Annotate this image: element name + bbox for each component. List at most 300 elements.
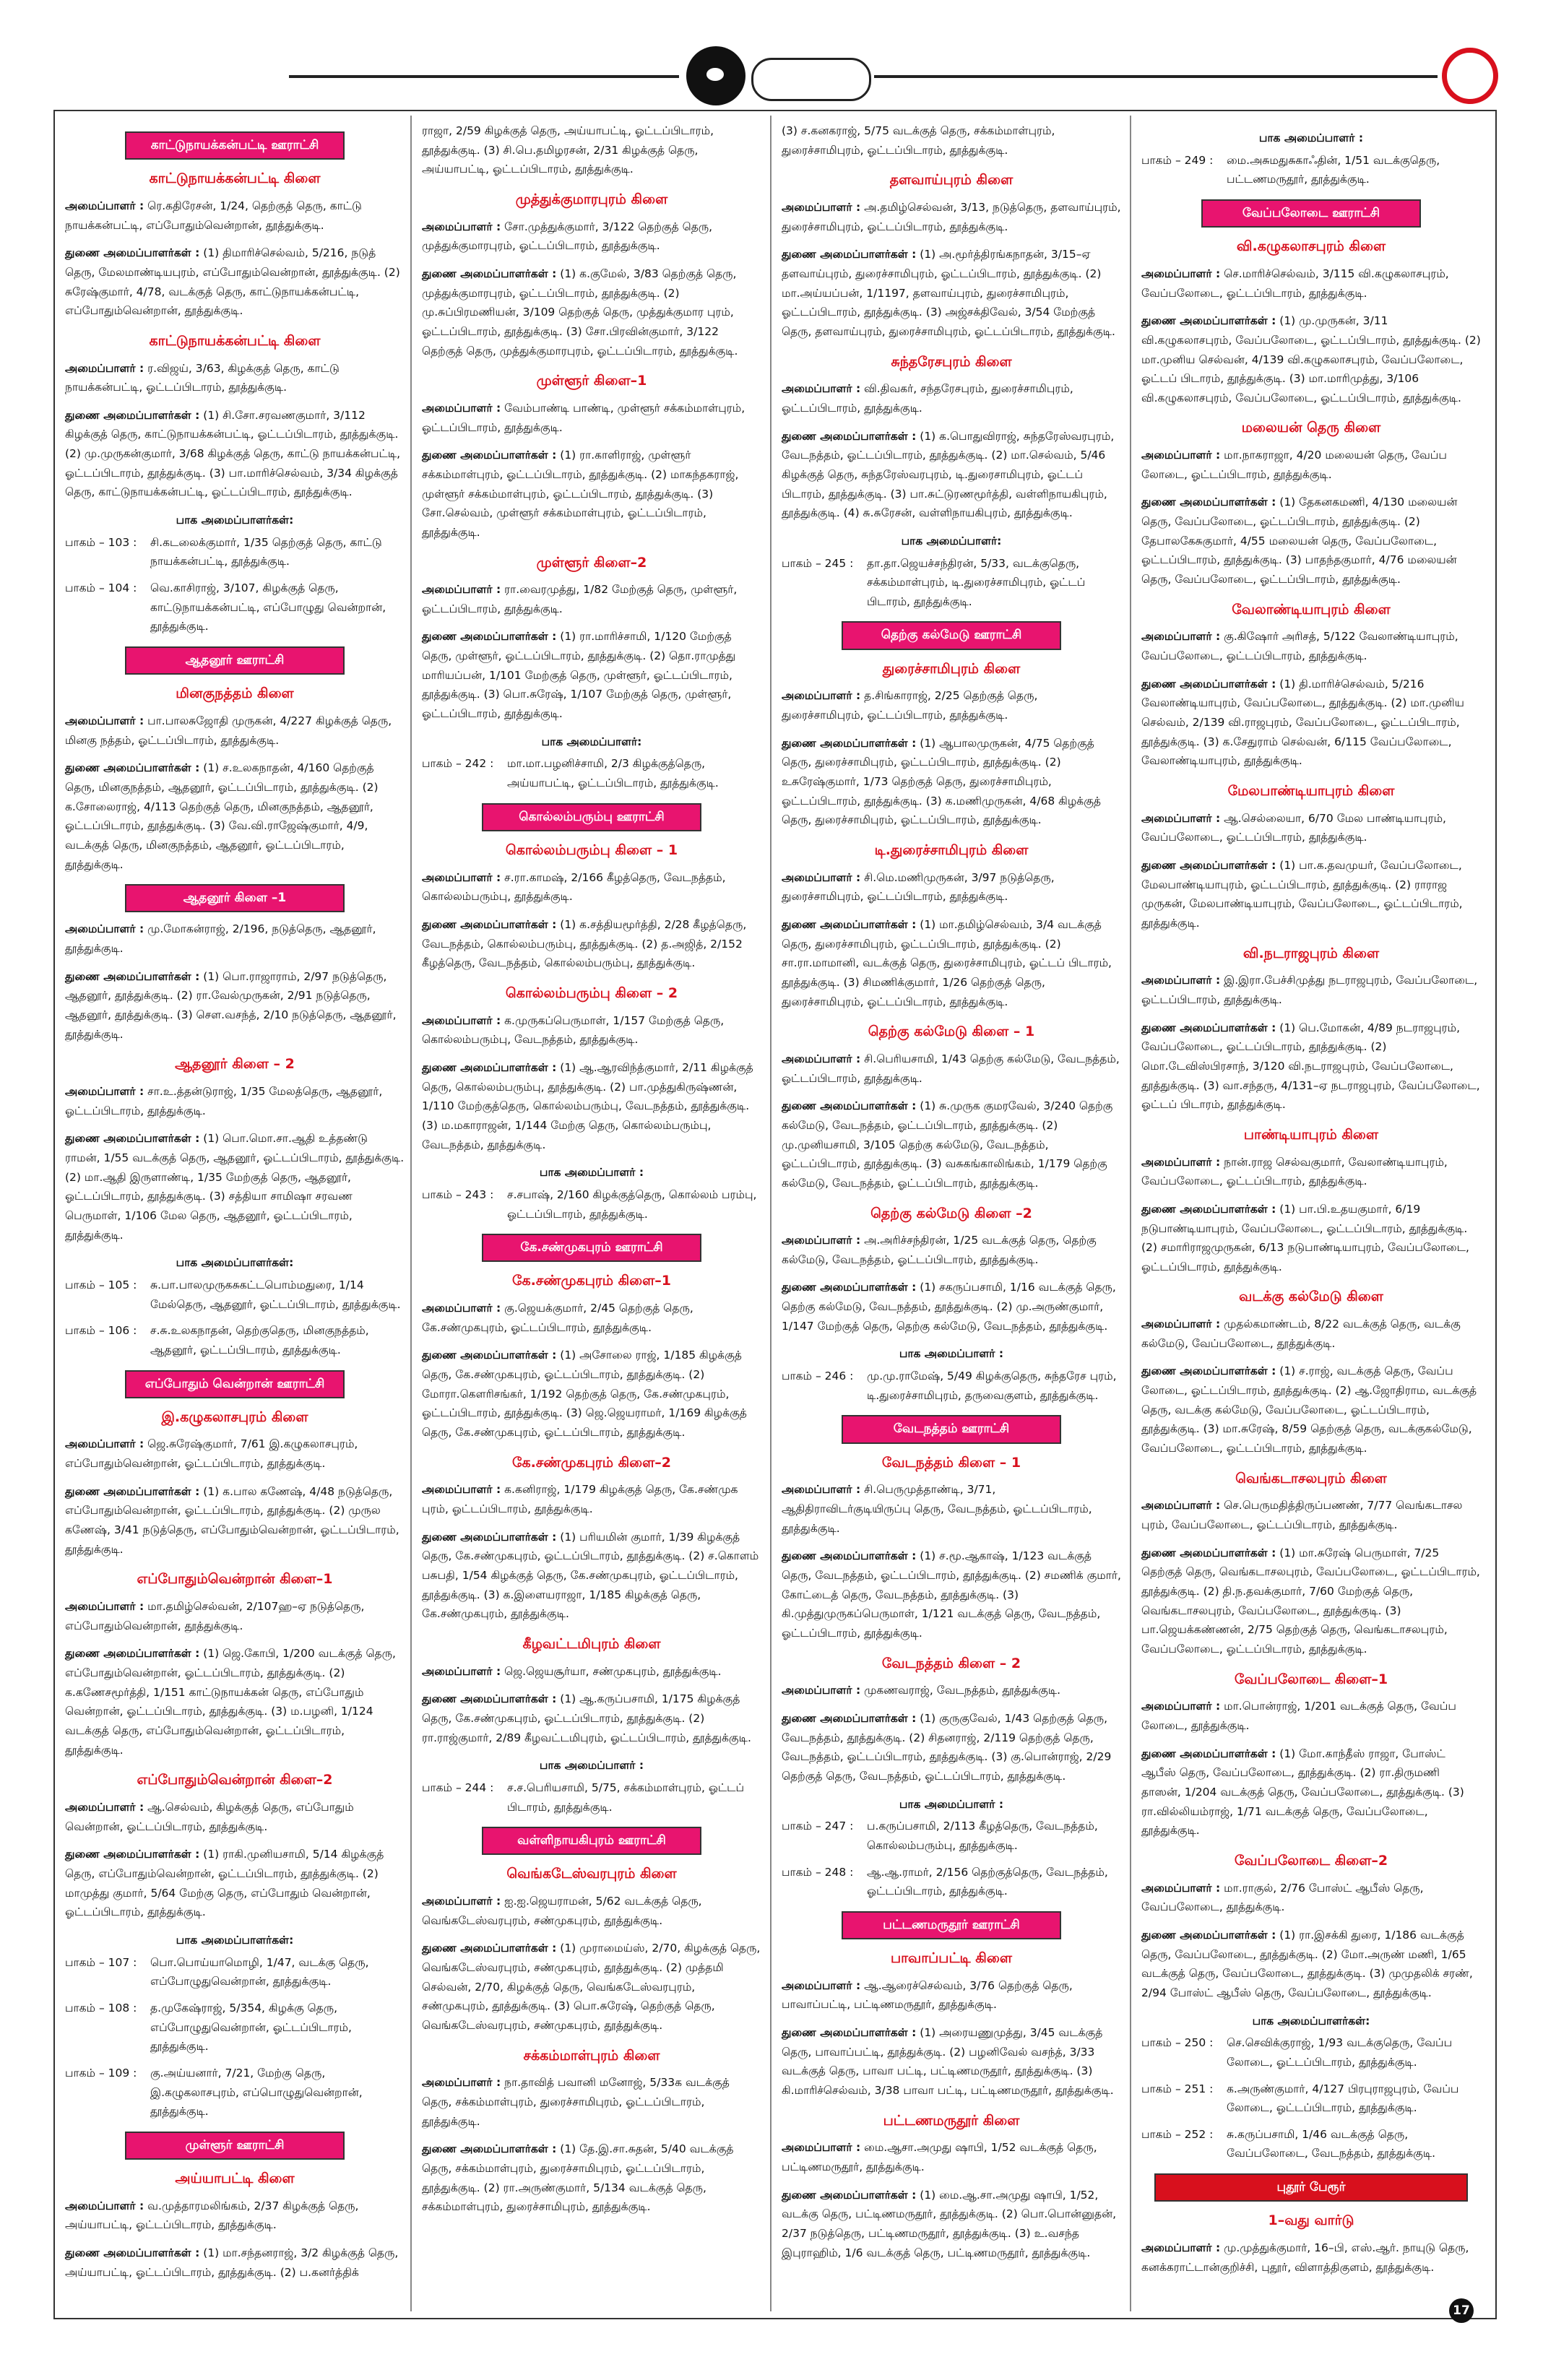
booth-organizer-row [782,1817,1121,1855]
booth-organizer-detail: க.அருண்குமார், 4/127 பிரபுராஜபுரம், வேப்ப லோடை, ஓட்டப்பிடாரம், தூத்துக்குடி. [1227,2082,1459,2115]
organizer-detail: (1) சி.சோ.சரவணகுமார், 3/112 கிழக்குத் தெரு, காட்டுநாயக்கன்பட்டி, ஓட்டப்பிடாரம், தூத்துக்குடி. (2) மு.முருகன்குமார், 3/68 கிழக்குத் தெரு, காட்டு நாயக்கன்பட்டி, ஓட்டப்பிடாரம், தூத்துக்குடி. (3) பா.மாரிச்செல்வம், 3/34 கிழக்குத் தெரு, காட்டுநாயக்கன்பட்டி, ஓட்டப்பிடாரம், தூத்துக்குடி. [65,408,401,499]
booth-organizer-detail: ஆ.ஆ.ராமர், 2/156 தெற்குத்தெரு, வேடநத்தம், ஓட்டப்பிடாரம், தூத்துக்குடி. [867,1865,1108,1898]
organizer-entry [782,1709,1121,1786]
booth-organizers-heading: பாக அமைப்பாளர்: [541,735,642,748]
role-label: அமைப்பாளர் : [782,2141,861,2155]
organizer-detail: (1) தே.இ.சா.சுதன், 5/40 வடக்குத் தெரு, சக்கம்மாள்புரம், துரைச்சாமிபுரம், ஓட்டப்பிடாரம், தூத்துக்குடி. (2) ரா.அருண்குமார், 5/134 வடக்குத் தெரு, சக்கம்மாள்புரம், துரைச்சாமிபுரம், தூத்துக்குடி. [422,2142,734,2214]
organizer-entry [422,1662,761,1682]
organizer-detail: மா.ராகுல், 2/76 போஸ்ட் ஆபீஸ் தெரு, வேப்பலோடை, தூத்துக்குடி. [1141,1881,1424,1914]
organizer-detail: (1) க.சத்தியமூர்த்தி, 2/28 கீழத்தெரு, வேடநத்தம், கொல்லம்பரும்பு, தூத்துக்குடி. (2) த.அஜித், 2/152 கீழத்தெரு, வேடநத்தம், கொல்லம்பரும்பு, தூத்துக்குடி. [422,917,747,970]
branch-heading: கொல்லம்பரும்பு கிளை – 2 [505,985,678,1001]
article-column-1 [65,121,405,2290]
branch-heading: சுந்தரேசபுரம் கிளை [891,353,1012,370]
section-banner: கே.சண்முகபுரம் ஊராட்சி [482,1234,701,1262]
booth-organizers-heading: பாக அமைப்பாளர் : [1258,131,1364,144]
role-label: துணை அமைப்பாளர்கள் : [1141,1747,1276,1760]
organizer-detail: கு.ஜெயக்குமார், 2/45 தெற்குத் தெரு, கே.சண்முகபுரம், ஓட்டப்பிடாரம், தூத்துக்குடி. [422,1302,693,1334]
booth-organizer-detail: த.முகேஷ்ராஜ், 5/354, கிழக்கு தெரு, எப்போழுதுவென்றான், ஓட்டப்பிடாரம், தூத்துக்குடி. [150,2001,352,2054]
organizer-entry [65,967,405,1044]
role-label: அமைப்பாளர் : [782,689,861,703]
booth-organizer-detail: ப.கருப்பசாமி, 2/113 கீழத்தெரு, வேடநத்தம், கொல்லம்பரும்பு, தூத்துக்குடி. [867,1819,1098,1852]
organizer-entry [782,2138,1121,2176]
booth-number: பாகம் – 245 : [782,556,854,570]
organizer-entry [65,243,405,321]
organizer-entry [422,627,761,723]
booth-organizers-heading: பாக அமைப்பாளர் : [899,1797,1004,1811]
role-label: துணை அமைப்பாளர்கள் : [65,1484,200,1498]
section-banner: காட்டுநாயக்கன்பட்டி ஊராட்சி [125,131,345,160]
role-label: அமைப்பாளர் : [782,1052,861,1065]
organizer-entry [65,1082,405,1120]
organizer-entry [782,2186,1121,2263]
organizer-detail: (1) பெ.மோகன், 4/89 நடராஜபுரம், வேப்பலோடை, ஓட்டப்பிடாரம், தூத்துக்குடி. (2) மொ.டேவிஸ்பிரசாந், 3/120 வி.நடராஜபுரம், வேப்பலோடை, தூத்துக்குடி. (3) வா.சந்தரு, 4/131–ஏ நடராஜபுரம், வேப்பலோடை, ஓட்டப் பிடாரம், தூத்துக்குடி. [1141,1021,1480,1112]
organizer-entry [782,1480,1121,1538]
organizer-detail: (1) திமாரிச்செல்வம், 5/216, நடுத் தெரு, மேலமாண்டியபுரம், எப்போதும்வென்றான், தூத்துக்குடி. (2) சுரேஷ்குமார், 4/78, வடக்குத் தெரு, காட்டுநாயக்கன்பட்டி, எப்போதும்வென்றான், தூத்துக்குடி. [65,246,400,318]
branch-heading: வேடநத்தம் கிளை – 2 [881,1655,1021,1671]
role-label: அமைப்பாளர் : [422,870,501,884]
booth-number: பாகம் – 243 : [422,1187,494,1201]
booth-organizers-heading: பாக அமைப்பாளர்கள்: [176,1933,294,1947]
role-label: அமைப்பாளர் : [1141,267,1221,280]
booth-number: பாகம் – 104 : [65,581,137,595]
booth-organizer-row [782,1863,1121,1901]
organizer-entry [782,1278,1121,1336]
organizer-entry [782,198,1121,236]
organizer-detail: பா.பாலசுஜோதி முருகன், 4/227 கிழக்குத் தெரு, மினகு நத்தம், ஓட்டப்பிடாரம், தூத்துக்குடி. [65,714,392,747]
role-label: அமைப்பாளர் : [1141,1155,1221,1169]
role-label: அமைப்பாளர் : [65,1801,144,1814]
organizer-detail: அ.அரிச்சந்திரன், 1/25 வடக்குத் தெரு, தெற்கு கல்மேடு, வேடநத்தம், ஓட்டப்பிடாரம், தூத்துக்குடி. [782,1234,1097,1266]
booth-organizer-detail: மா.மா.பழனிச்சாமி, 2/3 கிழக்குத்தெரு, அய்யாபட்டி, ஓட்டப்பிடாரம், தூத்துக்குடி. [507,757,719,790]
section-banner: கொல்லம்பரும்பு ஊராட்சி [482,803,701,831]
organizer-entry [422,217,761,256]
organizer-detail: சா.உ.த்தன்டுராஜ், 1/35 மேலத்தெரு, ஆதனூர், ஓட்டப்பிடாரம், தூத்துக்குடி. [65,1085,383,1117]
role-label: துணை அமைப்பாளர்கள் : [782,248,917,261]
organizer-entry [782,1050,1121,1088]
role-label: அமைப்பாளர் : [422,1664,501,1678]
role-label: அமைப்பாளர் : [65,714,144,727]
role-label: துணை அமைப்பாளர்கள் : [422,1942,557,1955]
booth-number: பாகம் – 106 : [65,1324,137,1338]
role-label: அமைப்பாளர் : [782,1978,861,1992]
organizer-detail: வேம்பாண்டி பாண்டி, முள்ளூர் சக்கம்மாள்புரம், ஓட்டப்பிடாரம், தூத்துக்குடி. [422,401,745,434]
organizer-detail: (1) ச.ராஜ், வடக்குத் தெரு, வேப்ப லோடை, ஓட்டப்பிடாரம், தூத்துக்குடி. (2) ஆ.ஜோதிராம, வடக்குத் தெரு, வடக்கு கல்மேடு, வேப்பலோடை, ஓட்டப்பிடாரம், தூத்துக்குடி. (3) மா.சுரேஷ், 8/59 தெற்குத் தெரு, வடக்குகல்மேடு, வேப்பலோடை, ஓட்டப்பிடாரம், தூத்துக்குடி. [1141,1364,1477,1455]
column-divider [410,116,412,2311]
organizer-detail: செ.மாரிச்செல்வம், 3/115 வி.கழுகலாசபுரம், வேப்பலோடை, ஓட்டப்பிடாரம், தூத்துக்குடி. [1141,267,1449,300]
branch-heading: கொல்லம்பரும்பு கிளை – 1 [505,841,678,858]
branch-heading: பாண்டியாபுரம் கிளை [1243,1126,1379,1143]
branch-heading: மலையன் தெரு கிளை [1241,420,1381,436]
branch-heading: எப்போதும்வென்றான் கிளை–2 [137,1772,333,1788]
role-label: துணை அமைப்பாளர்கள் : [65,246,200,260]
booth-number: பாகம் – 107 : [65,1955,137,1969]
booth-organizer-row [65,579,405,636]
organizer-entry [782,868,1121,906]
branch-heading: பாவாப்பட்டி கிளை [890,1950,1012,1967]
branch-heading: தெற்கு கல்மேடு கிளை –2 [870,1205,1032,1221]
booth-organizers-heading: பாக அமைப்பாளர்கள்: [176,1256,294,1270]
booth-organizer-row [782,554,1121,612]
booth-organizer-detail: சி.கடலைக்குமார், 1/35 தெற்குத் தெரு, காட்டு நாயக்கன்பட்டி, தூத்துக்குடி. [150,535,382,568]
organizer-detail: சி.பெரியசாமி, 1/43 தெற்கு கல்மேடு, வேடநத்தம், ஓட்டப்பிடாரம், தூத்துக்குடி. [782,1052,1120,1085]
branch-heading: துரைச்சாமிபுரம் கிளை [882,660,1021,677]
role-label: துணை அமைப்பாளர்கள் : [1141,1021,1276,1034]
organizer-entry [1141,856,1481,933]
page-header [0,0,1543,108]
branch-heading: அய்யாபட்டி கிளை [175,2171,295,2187]
organizer-entry [782,1976,1121,2015]
role-label: துணை அமைப்பாளர்கள் : [65,1848,200,1861]
branch-heading: வேப்பலோடை கிளை–2 [1234,1852,1388,1869]
branch-heading: வி.நடராஜபுரம் கிளை [1242,945,1380,961]
organizer-detail: ஆ.ஆரைச்செல்வம், 3/76 தெற்குத் தெரு, பாவாப்பட்டி, பட்டிணமருதூர், தூத்துக்குடி. [782,1978,1073,2012]
organizer-detail: க.முருகப்பெருமாள், 1/157 மேற்குத் தெரு, கொல்லம்பரும்பு, வேடநத்தம், தூத்துக்குடி. [422,1013,725,1047]
organizer-entry [422,446,761,542]
organizer-detail: (1) மோ.காந்தீஸ் ராஜா, போஸ்ட் ஆபீஸ் தெரு, வேப்பலோடை, தூத்துக்குடி. (2) ரா.திருமணி தாஸன், 1/204 வடக்குத் தெரு, வேப்பலோடை, தூத்துக்குடி. (3) ரா.வில்லியம்ராஜ், 1/71 வடக்குத் தெரு, வேப்பலோடை, தூத்துக்குடி. [1141,1747,1464,1838]
role-label: துணை அமைப்பாளர்கள் : [1141,1546,1276,1559]
branch-heading: வெங்கடேஸ்வரபுரம் கிளை [506,1866,677,1882]
organizer-detail: ஜெ.சுரேஷ்குமார், 7/61 இ.கழுகலாசபுரம், எப்போதும்வென்றான், ஓட்டப்பிடாரம், தூத்துக்குடி. [65,1437,358,1471]
organizer-entry [65,406,405,502]
role-label: அமைப்பாளர் : [1141,1881,1221,1895]
organizer-entry [422,399,761,437]
organizer-entry [782,1681,1121,1700]
organizer-entry [422,1011,761,1050]
role-label: அமைப்பாளர் : [1141,811,1221,825]
role-label: அமைப்பாளர் : [65,1600,144,1614]
organizer-entry [1141,1496,1481,1534]
column-divider [770,116,772,2311]
booth-organizer-row [422,1185,761,1224]
role-label: அமைப்பாளர் : [782,1483,861,1497]
role-label: அமைப்பாளர் : [782,1234,861,1247]
role-label: அமைப்பாளர் : [1141,2241,1221,2255]
section-banner: வேடநத்தம் ஊராட்சி [842,1415,1061,1443]
role-label: அமைப்பாளர் : [65,2199,144,2212]
section-banner: ஆதனூர் ஊராட்சி [125,646,345,675]
section-banner: பட்டணமருதூர் ஊராட்சி [842,1911,1061,1939]
organizer-detail: (1) க.குமேல், 3/83 தெற்குத் தெரு, முத்துக்குமாரபுரம், ஓட்டப்பிடாரம், தூத்துக்குடி. (2) மு.சுப்பிரமணியன், 3/109 தெற்குத் தெரு, முத்துக்குமார புரம், ஓட்டப்பிடாரம், தூத்துக்குடி. (3) சோ.பிரவின்குமார், 3/122 தெற்குத் தெரு, முத்துக்குமாரபுரம், ஓட்டப்பிடாரம், தூத்துக்குடி. [422,267,738,358]
booth-number: பாகம் – 252 : [1141,2127,1214,2141]
organizer-entry [1141,627,1481,665]
role-label: துணை அமைப்பாளர்கள் : [1141,858,1276,872]
booth-number: பாகம் – 103 : [65,535,137,549]
role-label: துணை அமைப்பாளர்கள் : [1141,677,1276,691]
organizer-entry [1141,1018,1481,1115]
organizer-entry [1141,1544,1481,1659]
organizer-detail: மு.மோகன்ராஜ், 2/196, நடுத்தெரு, ஆதனூர், தூத்துக்குடி. [65,922,376,956]
role-label: அமைப்பாளர் : [65,1437,144,1451]
booth-organizer-detail: ச.ச.பெரியசாமி, 5/75, சக்கம்மாள்புரம், ஓட்டப் பிடாரம், தூத்துக்குடி. [507,1780,745,1814]
role-label: துணை அமைப்பாளர்கள் : [422,1060,557,1074]
organizer-detail: ராஜா, 2/59 கிழக்குத் தெரு, அய்யாபட்டி, ஓட்டப்பிடாரம், தூத்துக்குடி. (3) சி.பெ.தமிழரசன், 2/31 கிழக்குத் தெரு, அய்யாபட்டி, ஓட்டப்பிடாரம், தூத்துக்குடி. [422,124,714,176]
booth-number: பாகம் – 251 : [1141,2082,1214,2095]
organizer-entry [782,1231,1121,1269]
booth-number: பாகம் – 105 : [65,1278,137,1291]
role-label: துணை அமைப்பாளர்கள் : [782,2026,917,2040]
organizer-entry [65,1482,405,1559]
organizer-entry [1141,971,1481,1009]
role-label: அமைப்பாளர் : [422,220,501,233]
role-label: துணை அமைப்பாளர்கள் : [422,267,557,280]
organizer-entry [65,196,405,235]
organizer-detail: வ.முத்தாரமலிங்கம், 2/37 கிழக்குத் தெரு, அய்யாபட்டி, ஓட்டப்பிடாரம், தூத்துக்குடி. [65,2199,359,2232]
role-label: அமைப்பாளர் : [1141,630,1221,644]
branch-heading: முத்துக்குமாரபுரம் கிளை [515,191,668,207]
booth-organizer-row [65,1276,405,1314]
branch-heading: மினகுநத்தம் கிளை [176,685,294,702]
booth-number: பாகம் – 248 : [782,1865,854,1879]
role-label: துணை அமைப்பாளர்கள் : [65,2246,200,2260]
organizer-detail: ச.ரா.காமஷ், 2/166 கீழத்தெரு, வேடநத்தம், கொல்லம்பரும்பு, தூத்துக்குடி. [422,870,726,904]
organizer-entry [422,1892,761,1930]
organizer-detail: வி.திவகர், சந்தரேசபுரம், துரைச்சாமிபுரம், ஓட்டப்பிடாரம், தூத்துக்குடி. [782,382,1073,415]
booth-organizers-heading: பாக அமைப்பாளர்: [901,534,1002,548]
role-label: துணை அமைப்பாளர்கள் : [422,917,557,931]
header-rule-left [289,75,679,78]
role-label: அமைப்பாளர் : [1141,449,1221,462]
organizer-detail: (1) பொ.மொ.சா.ஆதி உத்தண்டு ராமன், 1/55 வடக்குத் தெரு, ஆதனூர், ஓட்டப்பிடாரம், தூத்துக்குடி. (2) மா.ஆதி இருளாண்டி, 1/35 மேற்குத் தெரு, ஆதனூர், ஓட்டப்பிடாரம், தூத்துக்குடி. (3) சத்தியா சாமிஷா சரவண பெருமாள், 1/106 மேல தெரு, ஆதனூர், ஓட்டப்பிடாரம், தூத்துக்குடி. [65,1132,405,1242]
role-label: துணை அமைப்பாளர்கள் : [782,736,917,750]
organizer-entry [1141,809,1481,847]
organizer-detail: (1) ராகி.முனியசாமி, 5/14 கிழக்குத் தெரு, எப்போதும்வென்றான், ஓட்டப்பிடாரம், தூத்துக்குடி. (2) மாமுத்து குமார், 5/64 மேற்கு தெரு, எப்போதும் வென்றான், ஓட்டப்பிடாரம், தூத்துக்குடி. [65,1848,384,1919]
role-label: துணை அமைப்பாளர்கள் : [422,1349,557,1362]
role-label: அமைப்பாளர் : [1141,1499,1221,1513]
role-label: துணை அமைப்பாளர்கள் : [65,1132,200,1146]
section-banner: ஆதனூர் கிளை –1 [125,884,345,912]
branch-heading: வேலாண்டியாபுரம் கிளை [1232,601,1391,618]
organizer-detail: மா.தமிழ்செல்வன், 2/107ஹ–ஏ நடுத்தெரு, எப்போதும்வென்றான், தூத்துக்குடி. [65,1600,365,1632]
organizer-detail: (1) குருகுவேல், 1/43 தெற்குத் தெரு, வேடநத்தம், தூத்துக்குடி. (2) சிதனராஜ், 2/119 தெற்குத் தெரு, வேடநத்தம், ஓட்டப்பிடாரம், தூத்துக்குடி. (3) கு.பொன்ராஜ், 2/29 தெற்குத் தெரு, வேடநத்தம், ஓட்டப்பிடாரம், தூத்துக்குடி. [782,1711,1112,1783]
organizer-entry [65,1597,405,1635]
organizer-detail: (1) ஆ.ஆரவிந்த்குமார், 2/11 கிழக்குத் தெரு, கொல்லம்பரும்பு, தூத்துக்குடி. (2) பா.முத்துகிருஷ்ணன், 1/110 மேற்குத்தெரு, கொல்லம்பரும்பு, வேடநத்தம், தூத்துக்குடி. (3) ம.மகாராஜன், 1/144 மேற்கு தெரு, கொல்லம்பரும்பு, வேடநத்தம், தூத்துக்குடி. [422,1060,753,1151]
role-label: துணை அமைப்பாளர்கள் : [422,630,557,644]
section-banner: முள்ளூர் ஊராட்சி [125,2132,345,2160]
branch-heading: வேப்பலோடை கிளை–1 [1234,1671,1388,1687]
organizer-detail: மு.முத்துக்குமார், 16–பி, எஸ்.ஆர். நாயுடு தெரு, கனக்கராட்டான்குறிச்சி, புதூர், விளாத்திகுளம், தூத்துக்குடி. [1141,2241,1469,2274]
organizer-entry [782,1546,1121,1643]
branch-heading: இ.கழுகலாசபுரம் கிளை [161,1408,308,1425]
booth-organizer-row [65,2064,405,2121]
branch-heading: எப்போதும்வென்றான் கிளை–1 [137,1571,333,1588]
booth-organizer-detail: மு.மு.ராமேஷ், 5/49 கிழக்குதெரு, சுந்தரேச புரம், டி.துரைச்சாமிபுரம், தருவைகுளம், தூத்துக்குடி. [867,1369,1117,1402]
organizer-entry [1141,1315,1481,1353]
organizer-entry [65,919,405,958]
organizer-detail: மா.பொன்ராஜ், 1/201 வடக்குத் தெரு, வேப்ப லோடை, தூத்துக்குடி. [1141,1700,1456,1732]
organizer-entry [782,121,1121,160]
booth-organizer-detail: மை.அசுமதுசுகாஃதின், 1/51 வடக்குதெரு, பட்டணமருதூர், தூத்துக்குடி. [1227,153,1440,186]
role-label: அமைப்பாளர் : [65,361,144,375]
role-label: அமைப்பாளர் : [1141,1317,1221,1331]
booth-number: பாகம் – 242 : [422,757,494,771]
organizer-detail: (1) அ.மூர்த்திரங்கநாதன், 3/15–ஏ தளவாய்புரம், துரைச்சாமிபுரம், ஓட்டப்பிடாரம், தூத்துக்குடி. (2) மா.அய்யப்பன், 1/1197, தளவாய்புரம், துரைச்சாமிபுரம், ஓட்டப்பிடாரம், தூத்துக்குடி. (3) அஜ்சக்திவேல், 3/54 மேற்குத் தெரு, தளவாய்புரம், துரைச்சாமிபுரம், ஓட்டப்பிடாரம், தூத்துக்குடி. [782,248,1115,338]
organizer-detail: கு.கிஷோர் அரிசத், 5/122 வேலாண்டியாபுரம், வேப்பலோடை, ஓட்டப்பிடாரம், தூத்துக்குடி. [1141,630,1458,663]
booth-organizer-detail: சு.கருப்பசாமி, 1/46 வடக்குத் தெரு, வேப்பலோடை, வேடநத்தம், தூத்துக்குடி. [1227,2127,1436,2160]
organizer-detail: (1) ஜெ.கோபி, 1/200 வடக்குத் தெரு, எப்போதும்வென்றான், ஓட்டப்பிடாரம், தூத்துக்குடி. (2) க.கணேசமூர்த்தி, 1/151 காட்டுநாயக்கன் தெரு, எப்போதும் வென்றான், ஓட்டப்பிடாரம், தூத்துக்குடி. (3) ம.பழனி, 1/124 வடக்குத் தெரு, எப்போதும்வென்றான், ஓட்டப்பிடாரம், தூத்துக்குடி. [65,1647,396,1757]
organizer-detail: அ.தமிழ்செல்வன், 3/13, நடுத்தெரு, தளவாய்புரம், துரைச்சாமிபுரம், ஓட்டப்பிடாரம், தூத்துக்குடி. [782,200,1121,233]
booth-organizer-detail: செ.செவிக்குராஜ், 1/93 வடக்குதெரு, வேப்ப லோடை, ஓட்டப்பிடாரம், தூத்துக்குடி. [1227,2036,1453,2069]
role-label: அமைப்பாளர் : [65,199,144,212]
branch-heading: டி.துரைச்சாமிபுரம் கிளை [874,841,1029,858]
organizer-entry [422,1689,761,1747]
organizer-entry [1141,675,1481,771]
booth-organizer-row [1141,2080,1481,2118]
organizer-detail: (1) ரா.இசக்கி துரை, 1/186 வடக்குத் தெரு, வேப்பலோடை, தூத்துக்குடி. (2) மோ.அருண் மணி, 1/65 வடக்குத் தெரு, வேப்பலோடை, தூத்துக்குடி. (3) முமுதலிக் சரண், 2/94 போஸ்ட் ஆபீஸ் தெரு, வேப்பலோடை, தூத்துக்குடி. [1141,1928,1473,1999]
organizer-entry [422,121,761,179]
booth-organizer-detail: தா.தா.ஜெயச்சந்திரன், 5/33, வடக்குதெரு, சக்கம்மாள்புரம், டி.துரைச்சாமிபுரம், ஓட்டப் பிடாரம், தூத்துக்குடி. [867,556,1086,608]
organizer-detail: (1) அசோலை ராஜ், 1/185 கிழக்குத் தெரு, கே.சண்முகபுரம், ஓட்டப்பிடாரம், தூத்துக்குடி. (2) மோரா.கௌரிசங்கர், 1/192 தெற்குத் தெரு, கே.சண்முகபுரம், ஓட்டப்பிடாரம், தூத்துக்குடி. (3) ஜெ.ஜெயராமர், 1/169 கிழக்குத் தெரு, கே.சண்முகபுரம், ஓட்டப்பிடாரம், தூத்துக்குடி. [422,1349,747,1439]
organizer-entry [422,915,761,973]
organizer-entry [1141,1879,1481,1917]
organizer-detail: ரா.வைரமுத்து, 1/82 மேற்குத் தெரு, முள்ளூர், ஓட்டப்பிடாரம், தூத்துக்குடி. [422,583,738,615]
branch-heading: காட்டுநாயக்கன்பட்டி கிளை [149,170,321,187]
organizer-detail: ரெ.கதிரேசன், 1/24, தெற்குத் தெரு, காட்டு நாயக்கன்பட்டி, எப்போதும்வென்றான், தூத்துக்குடி. [65,199,362,232]
branch-heading: வி.கழுகலாசபுரம் கிளை [1236,238,1386,255]
page-number: 17 [1449,2298,1474,2323]
organizer-entry [1141,264,1481,303]
organizer-detail: (1) பா.பி.உதயகுமார், 6/19 நடுபாண்டியாபுரம், வேப்பலோடை, ஓட்டப்பிடாரம், தூத்துக்குடி. (2) சமாரிராஜமுருகன், 6/13 நடுபாண்டியாபுரம், வேப்பலோடை, ஓட்டப்பிடாரம், தூத்துக்குடி. [1141,1202,1469,1273]
organizer-detail: (1) ச.மூ.ஆகாஷ், 1/123 வடக்குத் தெரு, வேடநத்தம், ஓட்டப்பிடாரம், தூத்துக்குடி. (2) சமணிக் குமார், கோட்டைத் தெரு, வேடநத்தம், தூத்துக்குடி. (3) கி.முத்துமுருகப்பெருமாள், 1/121 வடக்குத் தெரு, வேடநத்தம், ஓட்டப்பிடாரம், தூத்துக்குடி. [782,1549,1121,1640]
role-label: அமைப்பாளர் : [1141,1700,1221,1713]
organizer-detail: (1) பொ.ராஜாராம், 2/97 நடுத்தெரு, ஆதனூர், தூத்துக்குடி. (2) ரா.வேல்முருகன், 2/91 நடுத்தெரு, ஆதனூர், தூத்துக்குடி. (3) செள.வசந்த், 2/10 நடுத்தெரு, ஆதனூர், தூத்துக்குடி. [65,969,397,1041]
branch-heading: வடக்கு கல்மேடு கிளை [1239,1289,1383,1305]
booth-organizer-detail: சு.பா.பாலமுருகசுகட்டபொம்மதுரை, 1/14 மேல்தெரு, ஆதனூர், ஓட்டப்பிடாரம், தூத்துக்குடி. [150,1278,401,1311]
organizer-detail: செ.பெருமதித்திருப்பணண், 7/77 வெங்கடாசல புரம், வேப்பலோடை, ஓட்டப்பிடாரம், தூத்துக்குடி. [1141,1499,1463,1532]
branch-heading: காட்டுநாயக்கன்பட்டி கிளை [149,332,321,349]
organizer-detail: (1) தி.மாரிச்செல்வம், 5/216 வேலாண்டியாபுரம், வேப்பலோடை, தூத்துக்குடி. (2) மா.முனிய செல்வம், 2/139 வி.ராஜபுரம், வேப்பலோடை, ஓட்டப்பிடாரம், தூத்துக்குடி. (3) க.சேதுராம் செல்வன், 6/115 வேப்பலோடை, வேலாண்டியாபுரம், தூத்துக்குடி. [1141,677,1464,768]
role-label: அமைப்பாளர் : [422,1302,501,1315]
role-label: துணை அமைப்பாளர்கள் : [782,1281,917,1294]
organizer-detail: சோ.முத்துக்குமார், 3/122 தெற்குத் தெரு, முத்துக்குமாரபுரம், ஓட்டப்பிடாரம், தூத்துக்குடி. [422,220,713,253]
organizer-entry [782,379,1121,417]
organizer-entry [1141,1744,1481,1840]
branch-heading: 1–வது வார்டு [1268,2212,1354,2229]
organizer-entry [782,427,1121,523]
booth-number: பாகம் – 109 : [65,2066,137,2080]
branch-heading: வேடநத்தம் கிளை – 1 [881,1454,1021,1471]
booth-number: பாகம் – 108 : [65,2001,137,2015]
branch-heading: முள்ளூர் கிளை–2 [536,554,647,571]
booth-number: பாகம் – 249 : [1141,153,1214,167]
organizer-detail: முகணவராஜ், வேடநத்தம், தூத்துக்குடி. [860,1684,1061,1697]
organizer-entry [422,2139,761,2217]
booth-organizer-row [782,1367,1121,1405]
organizer-detail: (1) மா.தமிழ்செல்வம், 3/4 வடக்குத் தெரு, துரைச்சாமிபுரம், ஓட்டப்பிடாரம், தூத்துக்குடி. (2) சா.ரா.மாமானி, வடக்குத் தெரு, துரைச்சாமிபுரம், ஓட்டப் பிடாரம், தூத்துக்குடி. (3) சிமணிக்குமார், 1/26 தெற்குத் தெரு, துரைச்சாமிபுரம், ஓட்டப்பிடாரம், தூத்துக்குடி. [782,917,1112,1008]
section-banner: வள்ளிநாயகிபுரம் ஊராட்சி [482,1827,701,1855]
organizer-detail: ஆ.செல்லையா, 6/70 மேல பாண்டியாபுரம், வேப்பலோடை, ஓட்டப்பிடாரம், தூத்துக்குடி. [1141,811,1446,844]
role-label: துணை அமைப்பாளர்கள் : [65,969,200,983]
role-label: அமைப்பாளர் : [422,583,501,597]
role-label: அமைப்பாளர் : [65,1085,144,1099]
organizer-entry [422,1299,761,1337]
organizer-detail: (1) பா.க.தவமுயர், வேப்பலோடை, மேலபாண்டியாபுரம், ஓட்டப்பிடாரம், தூத்துக்குடி. (2) ராராஜ முருகன், மேலபாண்டியாபுரம், வேப்பலோடை, ஓட்டப்பிடாரம், தூத்துக்குடி. [1141,858,1463,930]
role-label: துணை அமைப்பாளர்கள் : [422,1530,557,1544]
section-banner: வேப்பலோடை ஊராட்சி [1201,199,1421,228]
role-label: அமைப்பாளர் : [422,2076,501,2090]
column-divider [1130,116,1131,2311]
booth-organizer-detail: பொ.பொய்யாமொழி, 1/47, வடக்கு தெரு, எப்போழுதுவென்றான், தூத்துக்குடி. [150,1955,369,1989]
role-label: அமைப்பாளர் : [1141,974,1221,987]
organizer-detail: க.கனிராஜ், 1/179 கிழக்குத் தெரு, கே.சண்முக புரம், ஓட்டப்பிடாரம், தூத்துக்குடி. [422,1483,738,1515]
role-label: துணை அமைப்பாளர்கள் : [422,2142,557,2156]
organizer-detail: (1) ஆ.கருப்பசாமி, 1/175 கிழக்குத் தெரு, கே.சண்முகபுரம், ஓட்டப்பிடாரம், தூத்துக்குடி. (2) ரா.ராஜ்குமார், 2/89 கீழவட்டமிபுரம், ஓட்டப்பிடாரம், தூத்துக்குடி. [422,1692,751,1744]
organizer-detail: நா.தாவித் பவானி மனோஜ், 5/33க வடக்குத் தெரு, சக்கம்மாள்புரம், துரைச்சாமிபுரம், ஓட்டப்பிடாரம், தூத்துக்குடி. [422,2076,730,2128]
organizer-detail: (1) மு.முருகன், 3/11 வி.கழுகலாசபுரம், வேப்பலோடை, ஓட்டப்பிடாரம், தூத்துக்குடி. (2) மா.முனிய செல்வன், 4/139 வி.கழுகலாசபுரம், வேப்பலோடை, ஓட்டப் பிடாரம், தூத்துக்குடி. (3) மா.மாரிமுத்து, 3/106 வி.கழுகலாசபுரம், வேப்பலோடை, ஓட்டப்பிடாரம், தூத்துக்குடி. [1141,314,1481,404]
organizer-detail: (1) அரையணுமுத்து, 3/45 வடக்குத் தெரு, பாவாப்பட்டி, தூத்துக்குடி. (2) பழனிவேல் வசந்த், 3/33 வடக்குத் தெரு, பாவா பட்டி, பட்டிணமருதூர், தூத்துக்குடி. (3) கி.மாரிச்செல்வம், 3/38 பாவா பட்டி, பட்டிணமருதூர், தூத்துக்குடி. [782,2026,1114,2097]
role-label: துணை அமைப்பாளர்கள் : [782,1711,917,1725]
organizer-entry [782,2023,1121,2100]
organizer-detail: இ.இரா.பேச்சிமுத்து நடராஜபுரம், வேப்பலோடை, ஓட்டப்பிடாரம், தூத்துக்குடி. [1141,974,1478,1006]
booth-organizer-row [65,1321,405,1359]
organizer-detail: த.சிங்காராஜ், 2/25 தெற்குத் தெரு, துரைச்சாமிபுரம், ஓட்டப்பிடாரம், தூத்துக்குடி. [782,689,1038,722]
role-label: துணை அமைப்பாளர்கள் : [782,1549,917,1563]
newspaper-logo-icon [686,46,745,105]
role-label: துணை அமைப்பாளர்கள் : [782,1099,917,1113]
organizer-entry [782,915,1121,1011]
role-label: துணை அமைப்பாளர்கள் : [782,429,917,443]
booth-organizers-heading: பாக அமைப்பாளர்கள்: [1252,2014,1370,2028]
booth-organizer-row [422,1778,761,1817]
organizer-entry [65,1798,405,1836]
organizer-entry [1141,1697,1481,1735]
organizer-entry [65,758,405,874]
role-label: அமைப்பாளர் : [782,200,861,214]
organizer-detail: சி.மெ.மணிமுருகன், 3/97 நடுத்தெரு, துரைச்சாமிபுரம், ஓட்டப்பிடாரம், தூத்துக்குடி. [782,870,1055,904]
booth-organizers-heading: பாக அமைப்பாளர் : [899,1347,1004,1361]
booth-organizer-row [1141,151,1481,189]
role-label: அமைப்பாளர் : [782,1684,861,1697]
role-label: துணை அமைப்பாளர்கள் : [1141,1364,1276,1378]
booth-organizer-row [65,1999,405,2056]
organizer-detail: (1) பரியமின் குமார், 1/39 கிழக்குத் தெரு, கே.சண்முகபுரம், ஓட்டப்பிடாரம், தூத்துக்குடி. (2) ச.கொளம் பசுபதி, 1/54 கிழக்குத் தெரு, கே.சண்முகபுரம், ஓட்டப்பிடாரம், தூத்துக்குடி. (3) க.இளையராஜா, 1/185 கிழக்குத் தெரு, கே.சண்முகபுரம், தூத்துக்குடி. [422,1530,759,1621]
section-banner: புதூர் பேரூர் [1154,2173,1468,2202]
role-label: துணை அமைப்பாளர்கள் : [782,2188,917,2202]
role-label: அமைப்பாளர் : [65,922,144,936]
header-ornament [751,58,871,101]
role-label: அமைப்பாளர் : [422,1895,501,1908]
booth-number: பாகம் – 247 : [782,1819,854,1833]
branch-heading: பட்டணமருதூர் கிளை [883,2112,1020,2129]
organizer-detail: (1) மா.சந்தனராஜ், 3/2 கிழக்குத் தெரு, அய்யாபட்டி, ஓட்டப்பிடாரம், தூத்துக்குடி. (2) ப.கனர்த்திக் [65,2246,399,2279]
branch-heading: முள்ளூர் கிளை–1 [536,373,647,389]
organizer-detail: (1) ரா.மாரிச்சாமி, 1/120 மேற்குத் தெரு, முள்ளூர், ஓட்டப்பிடாரம், தூத்துக்குடி. (2) தொ.ராமுத்து மாரியப்பன், 1/101 மேற்குத் தெரு, முள்ளூர், ஓட்டப்பிடாரம், தூத்துக்குடி. (3) பொ.சுரேஷ், 1/107 மேற்குத் தெரு, முள்ளூர், ஓட்டப்பிடாரம், தூத்துக்குடி. [422,630,736,721]
booth-organizer-detail: ச.சு.உலகநாதன், தெற்குதெரு, மினகுநத்தம், ஆதனூர், ஓட்டப்பிடாரம், தூத்துக்குடி. [150,1324,369,1356]
organizer-entry [1141,1926,1481,2003]
organizer-detail: (1) ஆபாலமுருகன், 4/75 தெற்குத் தெரு, துரைச்சாமிபுரம், ஓட்டப்பிடாரம், தூத்துக்குடி. (2) உசுரேஷ்குமார், 1/73 தெற்குத் தெரு, துரைச்சாமிபுரம், ஓட்டப்பிடாரம், தூத்துக்குடி. (3) க.மணிமுருகன், 4/68 கிழக்குத் தெரு, துரைச்சாமிபுரம், ஓட்டப்பிடாரம், தூத்துக்குடி. [782,736,1101,827]
booth-organizer-row [65,1953,405,1991]
role-label: அமைப்பாளர் : [422,401,501,415]
organizer-detail: (1) சகருப்பசாமி, 1/16 வடக்குத் தெரு, தெற்கு கல்மேடு, வேடநத்தம், தூத்துக்குடி. (2) மு.அருண்குமார், 1/147 மேற்குத் தெரு, தெற்கு கல்மேடு, வேடநத்தம், தூத்துக்குடி. [782,1281,1116,1333]
branch-heading: சக்கம்மாள்புரம் கிளை [523,2047,660,2064]
branch-heading: வெங்கடாசலபுரம் கிளை [1235,1470,1387,1487]
booth-number: பாகம் – 244 : [422,1780,494,1794]
organizer-entry [782,245,1121,341]
organizer-entry [782,734,1121,830]
organizer-entry [422,1058,761,1154]
organizer-entry [782,1096,1121,1193]
booth-organizer-detail: ச.சபாஷ், 2/160 கிழக்குத்தெரு, கொல்லம் பரம்பு, ஓட்டப்பிடாரம், தூத்துக்குடி. [507,1187,757,1221]
organizer-entry [1141,2238,1481,2277]
branch-heading: கே.சண்முகபுரம் கிளை–1 [511,1273,672,1289]
role-label: அமைப்பாளர் : [782,382,861,396]
role-label: அமைப்பாளர் : [782,870,861,884]
organizer-detail: நான்.ராஜ செல்வகுமார், வேலாண்டியாபுரம், வேப்பலோடை, ஓட்டப்பிடாரம், தூத்துக்குடி. [1141,1155,1448,1188]
branch-heading: மேலபாண்டியாபுரம் கிளை [1227,783,1395,799]
organizer-entry [422,868,761,906]
article-column-4 [1141,121,1481,2285]
organizer-entry [422,1346,761,1442]
header-circle-icon [1442,48,1498,104]
